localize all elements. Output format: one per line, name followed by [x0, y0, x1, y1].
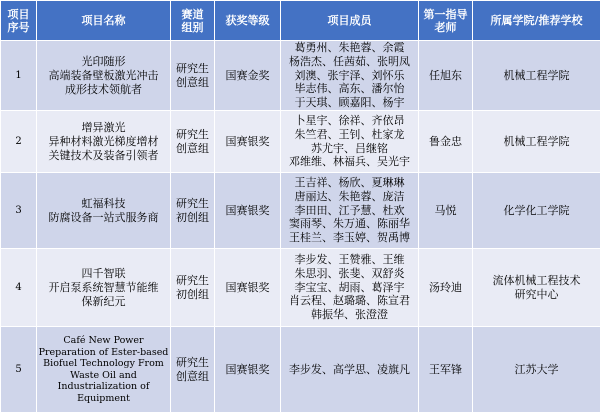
- track-group-line: 创意组: [176, 369, 209, 383]
- project-members-line: 毕志伟、高东、潘尔怡: [294, 82, 405, 96]
- project-name-line: Equipment: [77, 392, 130, 404]
- award-level: 国赛银奖: [215, 111, 281, 173]
- advisor: 鲁金忠: [419, 111, 473, 173]
- school-line: 机械工程学院: [503, 68, 570, 82]
- track-group-line: 初创组: [176, 287, 209, 301]
- header-school: 所属学院/推荐学校: [473, 1, 600, 41]
- award-level: 国赛银奖: [215, 249, 281, 327]
- table-row: [1, 327, 600, 413]
- project-name: [37, 327, 171, 413]
- project-members-line: 苏尤宇、吕继铭: [311, 141, 388, 155]
- school: [473, 41, 600, 111]
- track-group: [171, 41, 215, 111]
- project-name-line: 异种材料激光梯度增材: [48, 134, 159, 148]
- project-members-line: 葛勇州、朱艳蓉、余霞: [294, 41, 405, 54]
- table-row: [1, 41, 600, 111]
- project-name-line: 增异激光: [81, 120, 126, 134]
- project-members-line: 李步发、王赞雅、王维: [294, 253, 405, 266]
- project-name-line: 开启泵系统智慧节能维: [48, 280, 159, 294]
- track-group-line: 初创组: [176, 210, 209, 224]
- header-row: [1, 1, 600, 41]
- project-name-line: Biofuel Technology From: [43, 358, 164, 369]
- project-name-line: 防腐设备一站式服务商: [48, 210, 159, 224]
- project-members: [281, 41, 419, 111]
- project-members-line: 邓维维、林福兵、吴光宇: [289, 155, 410, 169]
- track-group: [171, 249, 215, 327]
- track-group-line: 研究生: [176, 274, 209, 287]
- row-number: 2: [1, 111, 37, 173]
- school: [473, 173, 600, 249]
- advisor: 汤玲迪: [419, 249, 473, 327]
- advisor: 马悦: [419, 173, 473, 249]
- project-name: [37, 41, 171, 111]
- track-group-line: 研究生: [176, 62, 209, 75]
- row-number: 1: [1, 41, 37, 111]
- project-name-line: Industrialization of: [57, 381, 150, 392]
- project-name: [37, 173, 171, 249]
- track-group: [171, 111, 215, 173]
- project-name-line: 成形技术领航者: [65, 82, 142, 96]
- school: [473, 327, 600, 413]
- project-members-line: 李宝宝、胡雨、葛泽宇: [294, 280, 405, 294]
- advisor: 王军锋: [419, 327, 473, 413]
- school-line: 研究中心: [514, 287, 559, 301]
- project-members-line: 王吉祥、杨欣、夏琳琳: [294, 176, 405, 189]
- school-line: 流体机械工程技术: [492, 274, 581, 287]
- project-name-line: Café New Power: [63, 335, 144, 346]
- project-members-line: 肖云程、赵璐璐、陈宣君: [289, 294, 410, 308]
- project-members: [281, 249, 419, 327]
- school-line: 化学化工学院: [503, 203, 570, 217]
- project-members-line: 刘澳、张宇泽、刘怀乐: [294, 68, 405, 82]
- award-level: 国赛银奖: [215, 173, 281, 249]
- project-members-line: 卜星宇、徐祥、齐依昂: [294, 113, 405, 127]
- track-group: [171, 173, 215, 249]
- award-level: 国赛银奖: [215, 327, 281, 413]
- row-number: 4: [1, 249, 37, 327]
- header-no: 项目 序号: [1, 1, 37, 41]
- project-name-line: 高端装备壁板激光冲击: [48, 68, 159, 82]
- project-members-line: 窦雨琴、朱万通、陈丽华: [289, 217, 410, 231]
- project-members: [281, 327, 419, 413]
- track-group-line: 研究生: [176, 356, 209, 369]
- project-name-line: 光印随形: [81, 54, 126, 68]
- table-row: [1, 173, 600, 249]
- project-members-line: 王桂兰、李玉婷、贺禹博: [289, 231, 410, 245]
- project-name: [37, 111, 171, 173]
- row-number: 3: [1, 173, 37, 249]
- track-group-line: 创意组: [176, 75, 209, 89]
- project-members: [281, 173, 419, 249]
- project-name-line: Waste Oil and: [70, 369, 137, 381]
- track-group-line: 创意组: [176, 141, 209, 155]
- track-group-line: 研究生: [176, 128, 209, 141]
- project-members-line: 杨浩杰、任茜茹、张明凤: [289, 54, 410, 68]
- project-name: [37, 249, 171, 327]
- project-members-line: 于天琪、顾嘉阳、杨宇: [294, 96, 405, 110]
- advisor: 任旭东: [419, 41, 473, 111]
- project-name-line: 关键技术及装备引领者: [48, 148, 159, 162]
- project-members-line: 朱思羽、张斐、双舒炎: [294, 266, 405, 280]
- project-members-line: 朱竺君、王钊、杜家龙: [294, 127, 405, 141]
- school: [473, 249, 600, 327]
- track-group: [171, 327, 215, 413]
- project-members: [281, 111, 419, 173]
- project-members-line: 韩振华、张澄澄: [311, 308, 388, 322]
- table-row: [1, 111, 600, 173]
- school-line: 机械工程学院: [503, 134, 570, 148]
- project-members-line: 唐丽达、朱艳蓉、庞洁: [294, 189, 405, 203]
- header-name: 项目名称: [37, 1, 171, 41]
- header-track: 赛道 组别: [171, 1, 215, 41]
- header-award: 获奖等级: [215, 1, 281, 41]
- header-advisor: 第一指导 老师: [419, 1, 473, 41]
- table-row: [1, 249, 600, 327]
- project-name-line: Preparation of Ester-based: [38, 346, 169, 358]
- track-group-line: 研究生: [176, 197, 209, 210]
- row-number: 5: [1, 327, 37, 413]
- project-name-line: 四千智联: [81, 266, 126, 280]
- school: [473, 111, 600, 173]
- award-level: 国赛金奖: [215, 41, 281, 111]
- project-members-line: 李步发、高学思、凌旗凡: [289, 362, 410, 376]
- school-line: 江苏大学: [514, 362, 559, 376]
- header-members: 项目成员: [281, 1, 419, 41]
- project-members-line: 李田田、江予慧、杜欢: [294, 203, 405, 217]
- project-name-line: 保新纪元: [81, 294, 126, 308]
- project-name-line: 虹福科技: [81, 196, 126, 210]
